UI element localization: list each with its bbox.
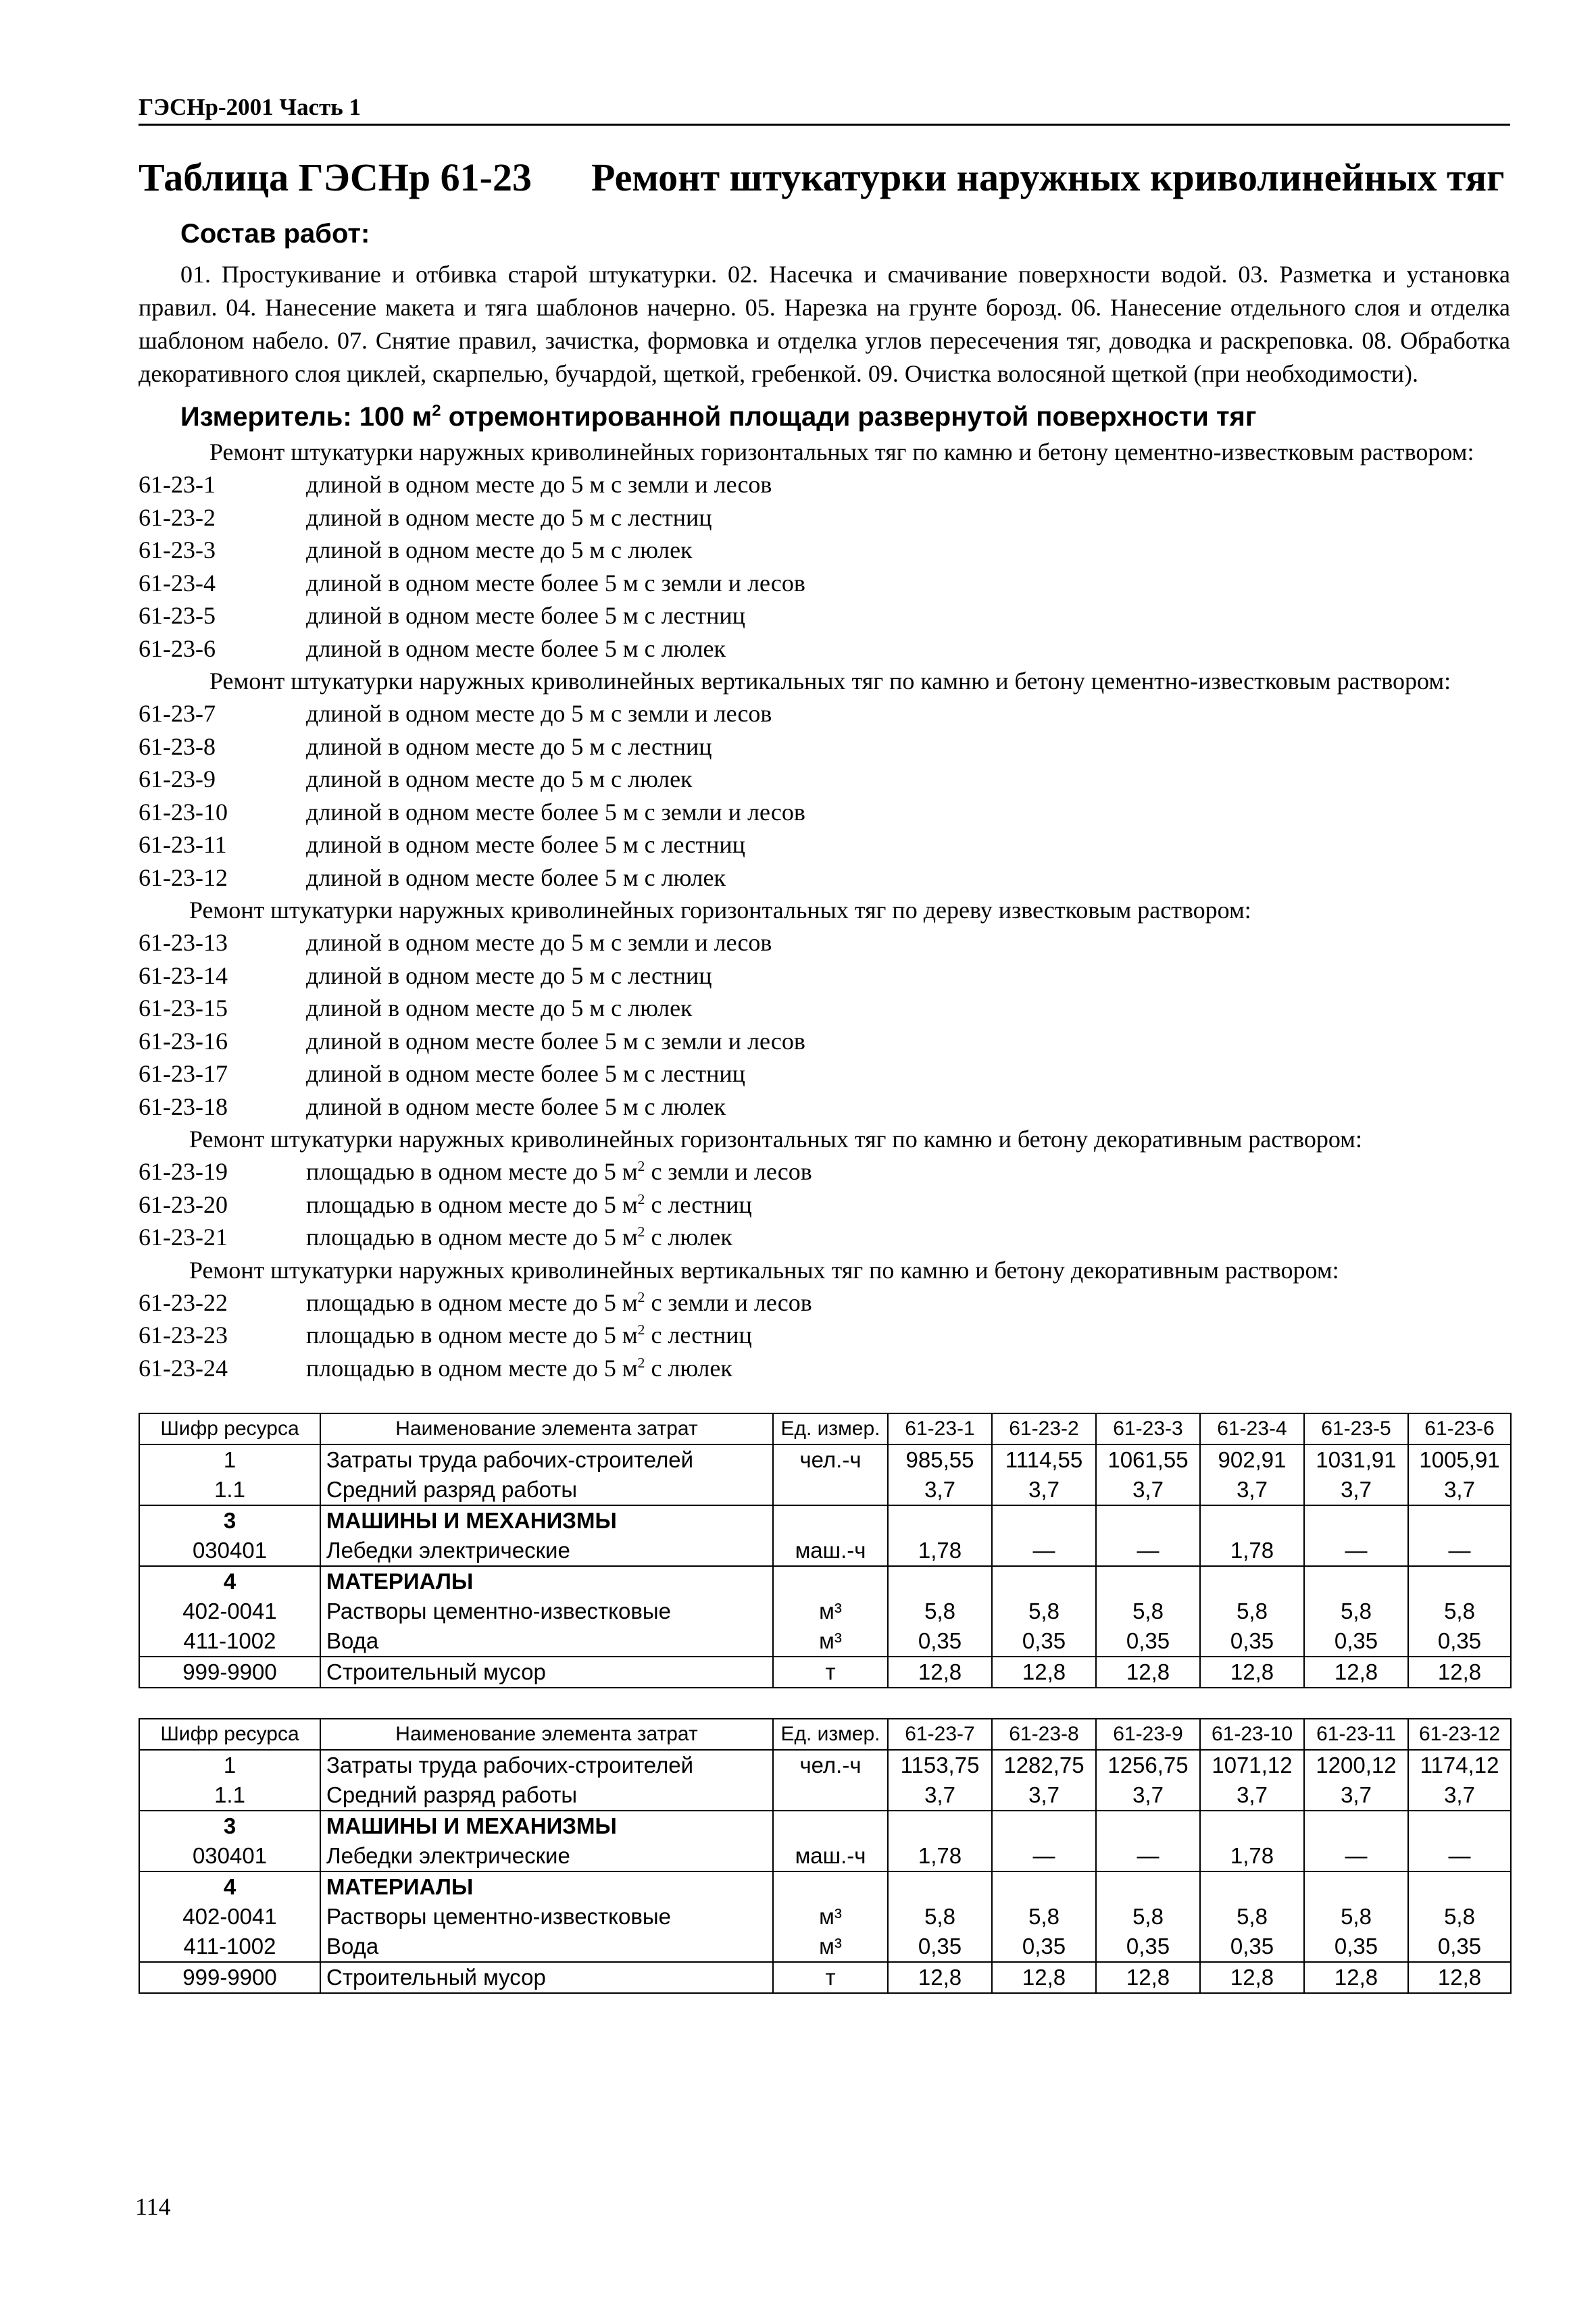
value-cell: 12,8 — [888, 1962, 992, 1993]
value-cell: 5,8 — [1304, 1902, 1408, 1932]
work-item-code: 61-23-12 — [139, 863, 228, 891]
composition-heading: Состав работ: — [180, 219, 370, 249]
resource-name-cell: Лебедки электрические — [320, 1841, 773, 1871]
resource-code-cell: 4 — [139, 1871, 320, 1902]
work-item-desc — [306, 1286, 812, 1319]
table-header-cell: 61-23-5 — [1304, 1413, 1408, 1444]
resource-code-cell: 030401 — [139, 1536, 320, 1566]
resource-name-cell: Растворы цементно-известковые — [320, 1902, 773, 1932]
value-cell: — — [992, 1841, 1096, 1871]
work-item-desc-a: площадью в одном месте до 5 м — [306, 1224, 638, 1251]
resource-name-cell: МАШИНЫ И МЕХАНИЗМЫ — [320, 1505, 773, 1536]
value-cell: 0,35 — [1096, 1932, 1200, 1962]
value-cell: 5,8 — [992, 1902, 1096, 1932]
value-cell: — — [1304, 1841, 1408, 1871]
work-item-sup: 2 — [637, 1224, 645, 1240]
value-cell: 3,7 — [992, 1475, 1096, 1505]
work-item — [139, 926, 1510, 959]
work-item-code: 61-23-1 — [139, 471, 216, 498]
value-cell — [1096, 1871, 1200, 1902]
unit-cell: м³ — [773, 1932, 888, 1962]
resource-table-1 — [139, 1413, 1512, 1688]
table-header-cell: 61-23-7 — [888, 1719, 992, 1750]
table-header-cell: 61-23-6 — [1408, 1413, 1511, 1444]
unit-cell: чел.-ч — [773, 1444, 888, 1475]
work-item-desc — [306, 1221, 732, 1254]
work-item-sup: 2 — [637, 1190, 645, 1207]
work-item-code: 61-23-5 — [139, 602, 216, 629]
value-cell: 1256,75 — [1096, 1750, 1200, 1780]
value-cell: 3,7 — [888, 1780, 992, 1811]
value-cell — [888, 1811, 992, 1841]
work-groups — [139, 436, 1510, 1384]
value-cell: 1031,91 — [1304, 1444, 1408, 1475]
value-cell: 0,35 — [1200, 1626, 1304, 1657]
table-row — [139, 1780, 1511, 1811]
table-header-cell: 61-23-12 — [1408, 1719, 1511, 1750]
value-cell: 1,78 — [888, 1841, 992, 1871]
work-item-desc-b: с земли и лесов — [645, 1158, 812, 1185]
work-item-code: 61-23-7 — [139, 700, 216, 727]
work-item — [139, 599, 1510, 632]
work-item — [139, 959, 1510, 992]
value-cell: 5,8 — [1200, 1902, 1304, 1932]
resource-name-cell: Растворы цементно-известковые — [320, 1596, 773, 1626]
value-cell: 3,7 — [888, 1475, 992, 1505]
group-intro: Ремонт штукатурки наружных криволинейных вертикальных тяг по камню и бетону цементно-известковым раствором: — [209, 668, 1451, 695]
value-cell: — — [1304, 1536, 1408, 1566]
work-item — [139, 1352, 1510, 1385]
resource-code-cell: 1 — [139, 1750, 320, 1780]
unit-cell: т — [773, 1962, 888, 1993]
work-item-desc: длиной в одном месте более 5 м с лестниц — [306, 602, 745, 629]
value-cell — [1304, 1566, 1408, 1596]
work-item-desc: длиной в одном месте более 5 м с земли и лесов — [306, 798, 805, 826]
value-cell: 12,8 — [1304, 1962, 1408, 1993]
work-item-desc: длиной в одном месте до 5 м с земли и лесов — [306, 929, 772, 956]
value-cell: 5,8 — [1408, 1902, 1511, 1932]
work-item-code: 61-23-24 — [139, 1354, 228, 1382]
work-item-code: 61-23-13 — [139, 929, 228, 956]
work-item-desc-a: площадью в одном месте до 5 м — [306, 1288, 638, 1316]
resource-code-cell: 402-0041 — [139, 1902, 320, 1932]
work-item — [139, 534, 1510, 567]
table-name: Ремонт штукатурки наружных криволинейных тяг — [591, 155, 1505, 199]
resource-code-cell: 4 — [139, 1566, 320, 1596]
work-item-desc — [306, 1352, 732, 1385]
value-cell: 3,7 — [1096, 1475, 1200, 1505]
value-cell: 12,8 — [1200, 1657, 1304, 1688]
value-cell: 5,8 — [888, 1902, 992, 1932]
value-cell — [1304, 1871, 1408, 1902]
value-cell: 0,35 — [1304, 1626, 1408, 1657]
table-row — [139, 1932, 1511, 1962]
work-item — [139, 1188, 1510, 1222]
value-cell: 1005,91 — [1408, 1444, 1511, 1475]
work-item-desc: длиной в одном месте до 5 м с люлек — [306, 765, 693, 793]
table-header-row — [139, 1719, 1511, 1750]
value-cell: 0,35 — [1200, 1932, 1304, 1962]
table-header-cell: 61-23-2 — [992, 1413, 1096, 1444]
value-cell: 5,8 — [1304, 1596, 1408, 1626]
table-header-cell: 61-23-8 — [992, 1719, 1096, 1750]
value-cell: 902,91 — [1200, 1444, 1304, 1475]
value-cell — [1200, 1871, 1304, 1902]
table-header-cell: Шифр ресурса — [139, 1719, 320, 1750]
value-cell: — — [992, 1536, 1096, 1566]
work-item — [139, 567, 1510, 600]
group-intro: Ремонт штукатурки наружных криволинейных горизонтальных тяг по дереву известковым раствором: — [189, 897, 1251, 924]
value-cell: 1,78 — [888, 1536, 992, 1566]
value-cell: 3,7 — [1304, 1780, 1408, 1811]
work-item-desc-a: площадью в одном месте до 5 м — [306, 1354, 638, 1382]
resource-name-cell: Средний разряд работы — [320, 1475, 773, 1505]
value-cell — [888, 1871, 992, 1902]
value-cell — [1096, 1505, 1200, 1536]
value-cell: 12,8 — [1200, 1962, 1304, 1993]
work-item-sup: 2 — [637, 1288, 645, 1305]
work-item-desc — [306, 1319, 752, 1352]
table-row — [139, 1475, 1511, 1505]
work-item-code: 61-23-8 — [139, 732, 216, 760]
resource-table-2-wrap — [139, 1718, 1510, 1994]
value-cell: 0,35 — [1304, 1932, 1408, 1962]
work-item-code: 61-23-9 — [139, 765, 216, 793]
value-cell: 1174,12 — [1408, 1750, 1511, 1780]
work-item — [139, 828, 1510, 861]
value-cell: 1114,55 — [992, 1444, 1096, 1475]
value-cell: 0,35 — [1096, 1626, 1200, 1657]
table-header-cell: Наименование элемента затрат — [320, 1719, 773, 1750]
work-item-desc: длиной в одном месте более 5 м с люлек — [306, 634, 726, 662]
table-header-cell: Ед. измер. — [773, 1413, 888, 1444]
value-cell — [992, 1871, 1096, 1902]
table-header-cell: 61-23-11 — [1304, 1719, 1408, 1750]
work-item — [139, 501, 1510, 534]
value-cell: — — [1408, 1536, 1511, 1566]
work-item-code: 61-23-4 — [139, 569, 216, 597]
value-cell — [1408, 1811, 1511, 1841]
resource-name-cell: Затраты труда рабочих-строителей — [320, 1444, 773, 1475]
resource-code-cell: 411-1002 — [139, 1626, 320, 1657]
resource-name-cell: Строительный мусор — [320, 1962, 773, 1993]
table-row — [139, 1841, 1511, 1871]
work-item-desc-b: с лестниц — [645, 1322, 752, 1349]
resource-name-cell: Строительный мусор — [320, 1657, 773, 1688]
table-header-cell: 61-23-9 — [1096, 1719, 1200, 1750]
resource-name-cell: Лебедки электрические — [320, 1536, 773, 1566]
table-header-cell: Шифр ресурса — [139, 1413, 320, 1444]
value-cell — [1096, 1811, 1200, 1841]
work-item-code: 61-23-3 — [139, 536, 216, 563]
unit-cell — [773, 1780, 888, 1811]
work-item-desc — [306, 1188, 752, 1222]
resource-code-cell: 3 — [139, 1811, 320, 1841]
meter-suffix: отремонтированной площади развернутой поверхности тяг — [441, 402, 1257, 432]
unit-cell: чел.-ч — [773, 1750, 888, 1780]
unit-cell: м³ — [773, 1902, 888, 1932]
work-item-desc: длиной в одном месте более 5 м с лестниц — [306, 831, 745, 858]
value-cell: 3,7 — [1408, 1475, 1511, 1505]
value-cell: 12,8 — [1096, 1657, 1200, 1688]
work-item-desc: длиной в одном месте более 5 м с люлек — [306, 1092, 726, 1120]
value-cell: 5,8 — [1408, 1596, 1511, 1626]
work-item-desc: длиной в одном месте до 5 м с лестниц — [306, 732, 712, 760]
work-item-desc — [306, 1155, 812, 1188]
work-item — [139, 1090, 1510, 1124]
resource-name-cell: МАШИНЫ И МЕХАНИЗМЫ — [320, 1811, 773, 1841]
value-cell — [1304, 1811, 1408, 1841]
value-cell: — — [1408, 1841, 1511, 1871]
value-cell: 5,8 — [1200, 1596, 1304, 1626]
value-cell: 1282,75 — [992, 1750, 1096, 1780]
work-item-code: 61-23-21 — [139, 1224, 228, 1251]
work-item — [139, 730, 1510, 763]
value-cell: — — [1096, 1841, 1200, 1871]
table-row — [139, 1657, 1511, 1688]
resource-name-cell: Затраты труда рабочих-строителей — [320, 1750, 773, 1780]
value-cell: 3,7 — [1200, 1780, 1304, 1811]
work-item-sup: 2 — [637, 1322, 645, 1338]
table-header-cell: 61-23-4 — [1200, 1413, 1304, 1444]
work-item — [139, 861, 1510, 895]
resource-code-cell: 411-1002 — [139, 1932, 320, 1962]
work-item-desc: длиной в одном месте более 5 м с лестниц — [306, 1060, 745, 1087]
work-item-code: 61-23-18 — [139, 1092, 228, 1120]
value-cell: 0,35 — [888, 1626, 992, 1657]
table-header-cell: 61-23-10 — [1200, 1719, 1304, 1750]
group-intro: Ремонт штукатурки наружных криволинейных горизонтальных тяг по камню и бетону цементно-известковым раствором: — [209, 438, 1474, 466]
table-row — [139, 1626, 1511, 1657]
table-row — [139, 1596, 1511, 1626]
resource-code-cell: 999-9900 — [139, 1962, 320, 1993]
resource-name-cell: Вода — [320, 1932, 773, 1962]
value-cell — [992, 1566, 1096, 1596]
value-cell: 3,7 — [1096, 1780, 1200, 1811]
work-item — [139, 1286, 1510, 1319]
value-cell: 1071,12 — [1200, 1750, 1304, 1780]
resource-name-cell: Вода — [320, 1626, 773, 1657]
value-cell: 12,8 — [1408, 1657, 1511, 1688]
work-item — [139, 796, 1510, 829]
work-item-desc: длиной в одном месте более 5 м с земли и лесов — [306, 1027, 805, 1055]
resource-code-cell: 1.1 — [139, 1475, 320, 1505]
work-item — [139, 763, 1510, 796]
meter-line — [180, 399, 1510, 436]
work-item-desc: длиной в одном месте до 5 м с лестниц — [306, 961, 712, 989]
work-item-sup: 2 — [637, 1354, 645, 1371]
value-cell — [1304, 1505, 1408, 1536]
work-item-code: 61-23-6 — [139, 634, 216, 662]
table-row — [139, 1811, 1511, 1841]
table-row — [139, 1505, 1511, 1536]
value-cell — [1408, 1566, 1511, 1596]
group-intro: Ремонт штукатурки наружных криволинейных горизонтальных тяг по камню и бетону декоративным раствором: — [189, 1126, 1362, 1153]
work-item-code: 61-23-14 — [139, 961, 228, 989]
value-cell: 1061,55 — [1096, 1444, 1200, 1475]
value-cell — [1200, 1811, 1304, 1841]
value-cell: 0,35 — [992, 1626, 1096, 1657]
document-page — [139, 91, 1510, 1994]
table-row — [139, 1536, 1511, 1566]
unit-cell — [773, 1505, 888, 1536]
value-cell — [1408, 1505, 1511, 1536]
page-number: 114 — [135, 2193, 171, 2220]
value-cell — [1096, 1566, 1200, 1596]
value-cell: 0,35 — [1408, 1626, 1511, 1657]
table-row — [139, 1902, 1511, 1932]
work-item-desc: длиной в одном месте более 5 м с земли и лесов — [306, 569, 805, 597]
table-header-row — [139, 1413, 1511, 1444]
value-cell: 5,8 — [992, 1596, 1096, 1626]
resource-table-2 — [139, 1718, 1512, 1994]
value-cell: 12,8 — [992, 1962, 1096, 1993]
value-cell — [992, 1811, 1096, 1841]
resource-code-cell: 1.1 — [139, 1780, 320, 1811]
table-row — [139, 1444, 1511, 1475]
work-item-desc-b: с земли и лесов — [645, 1288, 812, 1316]
unit-cell: маш.-ч — [773, 1536, 888, 1566]
work-item-sup: 2 — [637, 1158, 645, 1174]
meter-sup: 2 — [432, 401, 441, 420]
work-item-desc-a: площадью в одном месте до 5 м — [306, 1190, 638, 1218]
unit-cell — [773, 1475, 888, 1505]
work-item — [139, 1221, 1510, 1254]
value-cell: 985,55 — [888, 1444, 992, 1475]
value-cell — [1408, 1871, 1511, 1902]
unit-cell — [773, 1871, 888, 1902]
work-item-code: 61-23-20 — [139, 1190, 228, 1218]
work-item-desc-b: с люлек — [645, 1224, 732, 1251]
value-cell — [992, 1505, 1096, 1536]
table-row — [139, 1871, 1511, 1902]
table-header-cell: Ед. измер. — [773, 1719, 888, 1750]
value-cell: 5,8 — [888, 1596, 992, 1626]
work-item — [139, 632, 1510, 665]
work-item-desc: длиной в одном месте до 5 м с земли и лесов — [306, 700, 772, 727]
work-item-desc-b: с лестниц — [645, 1190, 752, 1218]
value-cell: 5,8 — [1096, 1596, 1200, 1626]
unit-cell — [773, 1566, 888, 1596]
resource-name-cell: Средний разряд работы — [320, 1780, 773, 1811]
work-item — [139, 468, 1510, 501]
unit-cell — [773, 1811, 888, 1841]
value-cell: 12,8 — [1304, 1657, 1408, 1688]
value-cell: 1153,75 — [888, 1750, 992, 1780]
work-item-code: 61-23-17 — [139, 1060, 228, 1087]
unit-cell: м³ — [773, 1596, 888, 1626]
work-item-desc: длиной в одном месте до 5 м с земли и лесов — [306, 471, 772, 498]
work-item-code: 61-23-10 — [139, 798, 228, 826]
table-header-cell: 61-23-1 — [888, 1413, 992, 1444]
value-cell: 3,7 — [1200, 1475, 1304, 1505]
value-cell: 1200,12 — [1304, 1750, 1408, 1780]
value-cell: 5,8 — [1096, 1902, 1200, 1932]
resource-code-cell: 3 — [139, 1505, 320, 1536]
work-item-desc: длиной в одном месте до 5 м с лестниц — [306, 503, 712, 531]
meter-prefix: Измеритель: 100 м — [180, 402, 432, 432]
value-cell: 3,7 — [1408, 1780, 1511, 1811]
work-item — [139, 1025, 1510, 1058]
table-number: Таблица ГЭСНр 61-23 — [139, 155, 532, 199]
work-item-code: 61-23-2 — [139, 503, 216, 531]
group-intro: Ремонт штукатурки наружных криволинейных вертикальных тяг по камню и бетону декоративным раствором: — [189, 1256, 1339, 1284]
work-item — [139, 1319, 1510, 1352]
work-item-code: 61-23-16 — [139, 1027, 228, 1055]
resource-name-cell: МАТЕРИАЛЫ — [320, 1566, 773, 1596]
value-cell: 0,35 — [992, 1932, 1096, 1962]
value-cell: 12,8 — [1408, 1962, 1511, 1993]
table-row — [139, 1962, 1511, 1993]
resource-table-1-wrap — [139, 1413, 1510, 1688]
work-item — [139, 1057, 1510, 1090]
value-cell — [888, 1566, 992, 1596]
table-header-cell: Наименование элемента затрат — [320, 1413, 773, 1444]
value-cell: 3,7 — [1304, 1475, 1408, 1505]
table-title — [139, 154, 1510, 201]
value-cell — [1200, 1505, 1304, 1536]
unit-cell: т — [773, 1657, 888, 1688]
work-item-code: 61-23-19 — [139, 1158, 228, 1185]
value-cell: 1,78 — [1200, 1536, 1304, 1566]
running-head: ГЭСНр-2001 Часть 1 — [139, 91, 1510, 126]
work-item — [139, 1155, 1510, 1188]
work-item-desc: длиной в одном месте до 5 м с люлек — [306, 995, 693, 1022]
resource-code-cell: 402-0041 — [139, 1596, 320, 1626]
resource-code-cell: 1 — [139, 1444, 320, 1475]
work-item-desc: длиной в одном месте более 5 м с люлек — [306, 863, 726, 891]
work-item-desc-a: площадью в одном месте до 5 м — [306, 1158, 638, 1185]
work-item — [139, 697, 1510, 730]
value-cell — [888, 1505, 992, 1536]
table-row — [139, 1750, 1511, 1780]
resource-code-cell: 999-9900 — [139, 1657, 320, 1688]
work-item-desc-a: площадью в одном месте до 5 м — [306, 1322, 638, 1349]
work-item-code: 61-23-23 — [139, 1322, 228, 1349]
work-item-code: 61-23-15 — [139, 995, 228, 1022]
value-cell: — — [1096, 1536, 1200, 1566]
value-cell: 3,7 — [992, 1780, 1096, 1811]
work-item-desc: длиной в одном месте до 5 м с люлек — [306, 536, 693, 563]
value-cell: 0,35 — [888, 1932, 992, 1962]
composition-text: 01. Простукивание и отбивка старой штукатурки. 02. Насечка и смачивание поверхности водой. 03. Разметка и установка правил. 04. Нанесение макета и тяга шаблонов начерно. 05. Нарезка на грунте борозд. 06. Нанесение отдельного слоя и отделка шаблоном набело. 07. Снятие правил, зачистка, формовка и отделка углов пересечения тяг, доводка и раскреповка. 08. Обработка декоративного слоя циклей, скарпелью, бучардой, щеткой, гребенкой. 09. Очистка волосяной щеткой (при необходимости). — [139, 261, 1510, 387]
resource-name-cell: МАТЕРИАЛЫ — [320, 1871, 773, 1902]
resource-code-cell: 030401 — [139, 1841, 320, 1871]
work-item-desc-b: с люлек — [645, 1354, 732, 1382]
work-item — [139, 992, 1510, 1025]
value-cell: 12,8 — [1096, 1962, 1200, 1993]
work-item-code: 61-23-11 — [139, 831, 227, 858]
value-cell: 12,8 — [888, 1657, 992, 1688]
unit-cell: маш.-ч — [773, 1841, 888, 1871]
value-cell: 1,78 — [1200, 1841, 1304, 1871]
value-cell: 12,8 — [992, 1657, 1096, 1688]
work-item-code: 61-23-22 — [139, 1288, 228, 1316]
value-cell — [1200, 1566, 1304, 1596]
value-cell: 0,35 — [1408, 1932, 1511, 1962]
table-header-cell: 61-23-3 — [1096, 1413, 1200, 1444]
table-row — [139, 1566, 1511, 1596]
unit-cell: м³ — [773, 1626, 888, 1657]
